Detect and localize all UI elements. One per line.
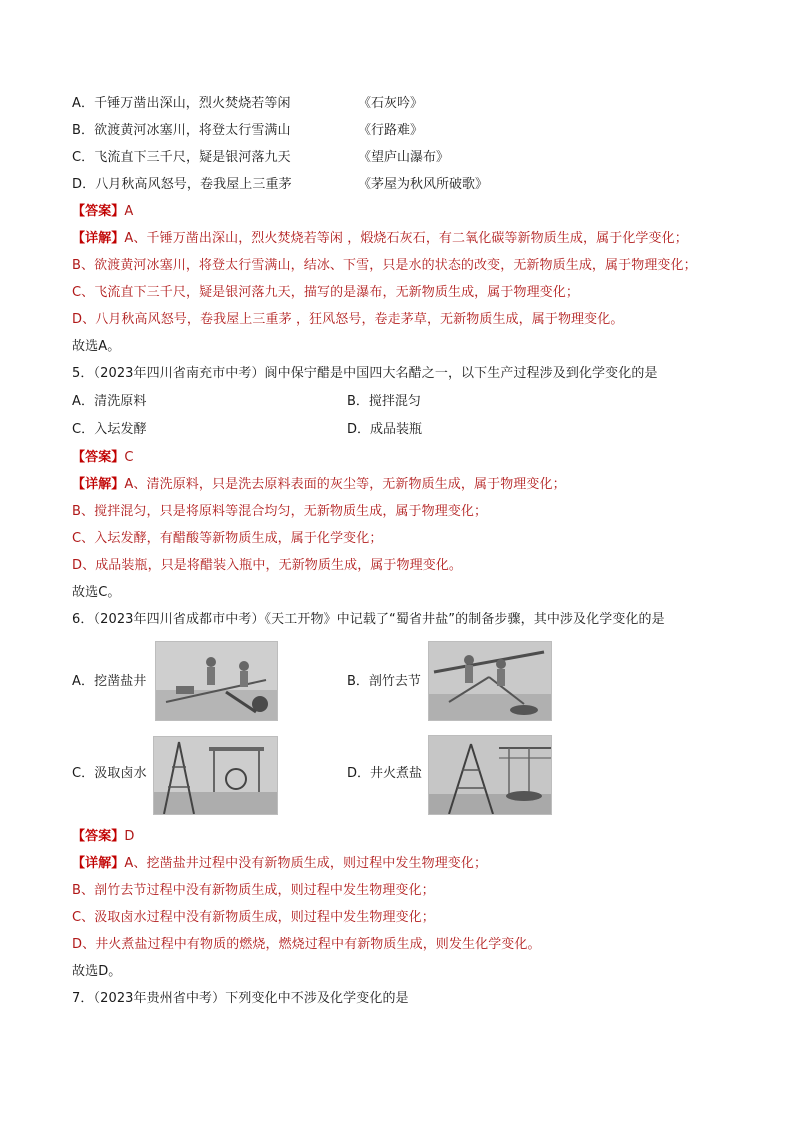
detail-text: A、千锤万凿出深山，烈火焚烧若等闲 ，煅烧石灰石，有二氧化碳等新物质生成，属于化学变化； xyxy=(124,231,688,246)
q6-option-b: B．剖竹去节 xyxy=(347,674,421,689)
q6-conclusion: 故选D。 xyxy=(72,964,122,979)
q4-detail-c: C、飞流直下三千尺，疑是银河落九天，描写的是瀑布，无新物质生成，属于物理变化； xyxy=(72,285,579,300)
detail-label: 【详解】 xyxy=(72,477,125,492)
q4-option-c: C．飞流直下三千尺，疑是银河落九天 xyxy=(72,150,291,165)
detail-text: A、清洗原料，只是洗去原料表面的灰尘等，无新物质生成，属于物理变化； xyxy=(124,477,566,492)
q6-detail-c: C、汲取卤水过程中没有新物质生成，则过程中发生物理变化； xyxy=(72,910,435,925)
q6-answer xyxy=(72,828,135,846)
q5-detail-c: C、入坛发酵，有醋酸等新物质生成，属于化学变化； xyxy=(72,531,383,546)
q6-detail-d: D、井火煮盐过程中有物质的燃烧，燃烧过程中有新物质生成，则发生化学变化。 xyxy=(72,937,541,952)
q6-option-c: C．汲取卤水 xyxy=(72,766,147,781)
q4-option-a-source: 《石灰吟》 xyxy=(358,96,424,111)
q5-detail-a xyxy=(72,476,566,494)
illustration-drawing-brine-icon xyxy=(154,737,277,814)
answer-label: 【答案】 xyxy=(72,204,125,219)
q6-image-b xyxy=(428,641,552,721)
q4-option-c-source: 《望庐山瀑布》 xyxy=(358,150,450,165)
q6-option-a: A．挖凿盐井 xyxy=(72,674,147,689)
illustration-splitting-bamboo-icon xyxy=(429,642,551,720)
q5-option-b: B．搅拌混匀 xyxy=(347,394,421,409)
q4-option-b: B．欲渡黄河冰塞川，将登太行雪满山 xyxy=(72,123,291,138)
illustration-digging-well-icon xyxy=(156,642,277,720)
q5-option-c: C．入坛发酵 xyxy=(72,422,147,437)
q7-stem: 7．（2023年贵州省中考）下列变化中不涉及化学变化的是 xyxy=(72,991,409,1006)
detail-text: A、挖凿盐井过程中没有新物质生成，则过程中发生物理变化； xyxy=(124,856,488,871)
q4-detail-b: B、欲渡黄河冰塞川，将登太行雪满山，结冰、下雪，只是水的状态的改变，无新物质生成，属于物理变化； xyxy=(72,258,697,273)
q4-conclusion: 故选A。 xyxy=(72,339,121,354)
q4-option-d-source: 《茅屋为秋风所破歌》 xyxy=(358,177,489,192)
q4-option-b-source: 《行路难》 xyxy=(358,123,424,138)
q5-stem: 5．（2023年四川省南充市中考）阆中保宁醋是中国四大名醋之一，以下生产过程涉及到化学变化的是 xyxy=(72,366,658,381)
answer-label: 【答案】 xyxy=(72,829,125,844)
q4-detail-d: D、八月秋高风怒号，卷我屋上三重茅 ，狂风怒号，卷走茅草，无新物质生成，属于物理变化。 xyxy=(72,312,624,327)
illustration-boiling-salt-icon xyxy=(429,736,551,814)
answer-value: C xyxy=(124,450,134,465)
q5-detail-d: D、成品装瓶，只是将醋装入瓶中，无新物质生成，属于物理变化。 xyxy=(72,558,463,573)
q6-option-d: D．井火煮盐 xyxy=(347,766,423,781)
q4-detail-a xyxy=(72,230,688,248)
q5-option-a: A．清洗原料 xyxy=(72,394,147,409)
q6-stem: 6．（2023年四川省成都市中考）《天工开物》中记载了“蜀省井盐”的制备步骤，其中涉及化学变化的是 xyxy=(72,612,665,627)
q5-detail-b: B、搅拌混匀，只是将原料等混合均匀，无新物质生成，属于物理变化； xyxy=(72,504,488,519)
q6-image-a xyxy=(155,641,278,721)
q4-answer xyxy=(72,203,133,221)
q6-detail-a xyxy=(72,855,487,873)
q6-image-c xyxy=(153,736,278,815)
q5-conclusion: 故选C。 xyxy=(72,585,121,600)
q4-option-d: D．八月秋高风怒号，卷我屋上三重茅 xyxy=(72,177,292,192)
answer-label: 【答案】 xyxy=(72,450,125,465)
detail-label: 【详解】 xyxy=(72,856,125,871)
q5-option-d: D．成品装瓶 xyxy=(347,422,423,437)
q6-image-d xyxy=(428,735,552,815)
q5-answer xyxy=(72,449,134,467)
answer-value: A xyxy=(124,204,134,219)
detail-label: 【详解】 xyxy=(72,231,125,246)
answer-value: D xyxy=(124,829,135,844)
q6-detail-b: B、剖竹去节过程中没有新物质生成，则过程中发生物理变化； xyxy=(72,883,435,898)
q4-option-a: A．千锤万凿出深山，烈火焚烧若等闲 xyxy=(72,96,291,111)
